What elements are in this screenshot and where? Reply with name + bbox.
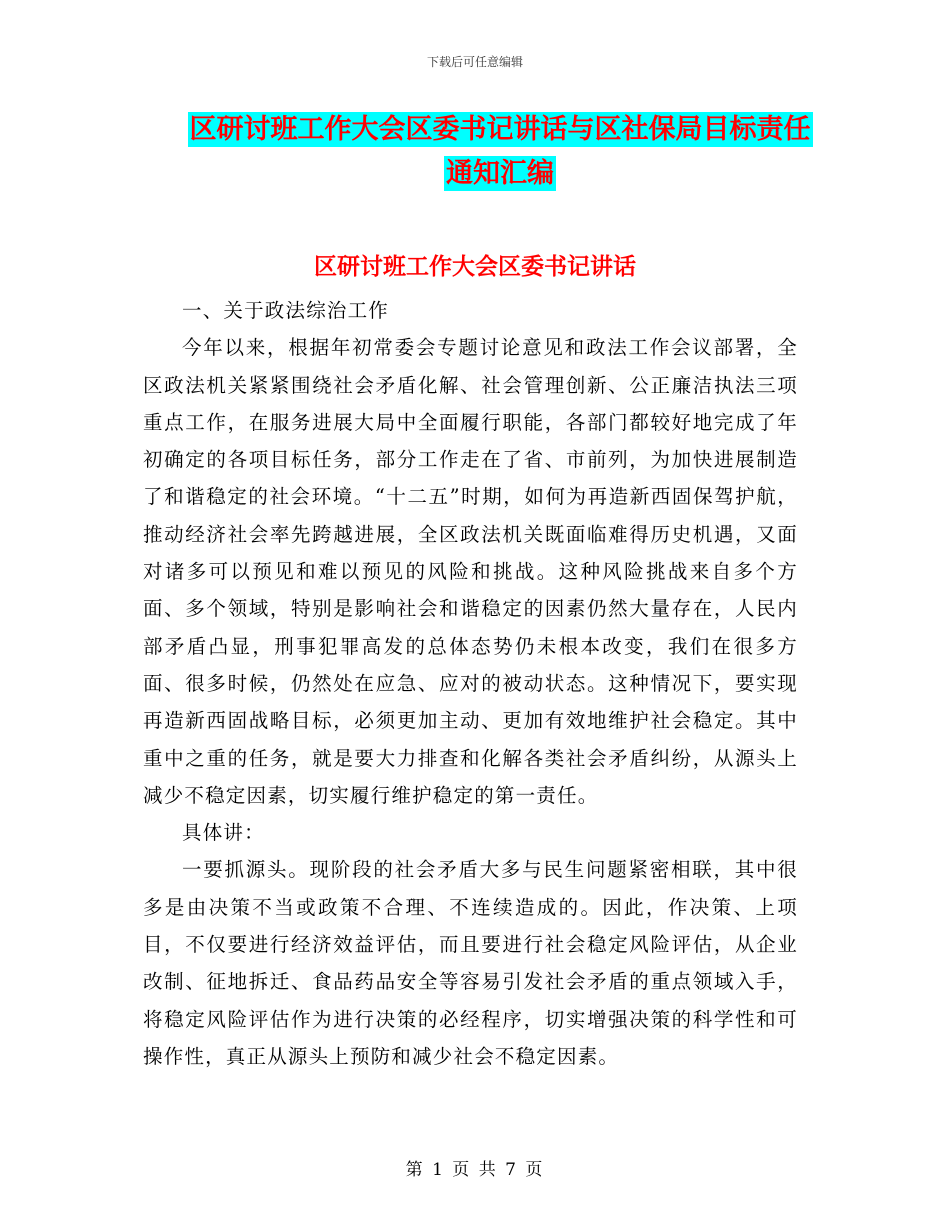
document-title bbox=[140, 108, 860, 196]
document-title-line-2: 通知汇编 bbox=[446, 158, 554, 189]
section-title: 区研讨班工作大会区委书记讲话 bbox=[314, 254, 636, 280]
paragraph-heading: 一、关于政法综治工作 bbox=[182, 299, 390, 322]
paragraph: 一要抓源头。现阶段的社会矛盾大多与民生问题紧密相联，其中很多是由决策不当或政策不合理、不连续造成的。因此，作决策、上项目，不仅要进行经济效益评估，而且要进行社会稳定风险评估，从企业改制、征地拆迁、食品药品安全等容易引发社会矛盾的重点领域入手，将稳定风险评估作为进行决策的必经程序，切实增强决策的科学性和可操作性，真正从源头上预防和减少社会不稳定因素。 bbox=[143, 858, 798, 1068]
paragraph: 今年以来，根据年初常委会专题讨论意见和政法工作会议部署，全区政法机关紧紧围绕社会矛盾化解、社会管理创新、公正廉洁执法三项重点工作，在服务进展大局中全面履行职能，各部门都较好地完成了年初确定的各项目标任务，部分工作走在了省、市前列，为加快进展制造了和谐稳定的社会环境。“十二五”时期，如何为再造新西固保驾护航，推动经济社会率先跨越进展，全区政法机关既面临难得历史机遇，又面对诸多可以预见和难以预见的风险和挑战。这种风险挑战来自多个方面、多个领域，特别是影响社会和谐稳定的因素仍然大量存在，人民内部矛盾凸显，刑事犯罪高发的总体态势仍未根本改变，我们在很多方面、很多时候，仍然处在应急、应对的被动状态。这种情况下，要实现再造新西固战略目标，必须更加主动、更加有效地维护社会稳定。其中重中之重的任务，就是要大力排查和化解各类社会矛盾纠纷，从源头上减少不稳定因素，切实履行维护稳定的第一责任。 bbox=[143, 336, 798, 807]
header-note: 下载后可任意编辑 bbox=[426, 55, 523, 69]
paragraph-lead: 具体讲： bbox=[182, 821, 265, 845]
page-number: 第 1 页 共 7 页 bbox=[405, 1160, 545, 1180]
document-title-line-1: 区研讨班工作大会区委书记讲话与区社保局目标责任 bbox=[189, 114, 811, 145]
document-body bbox=[143, 292, 798, 1075]
